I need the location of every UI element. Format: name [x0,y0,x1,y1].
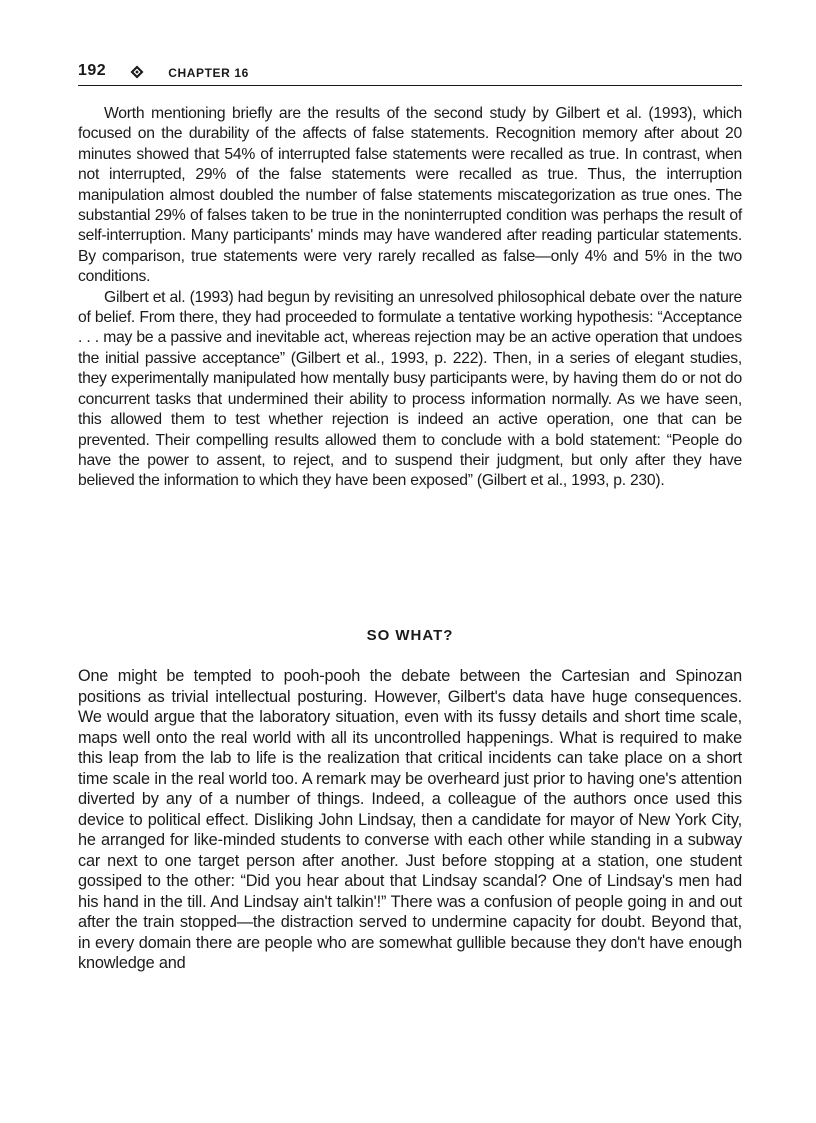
paragraph: One might be tempted to pooh-pooh the debate between the Cartesian and Spinozan positions as trivial intellectual posturing. However, Gilbert's data have huge consequences. We would argue that the laboratory situation, even with its fussy details and short time scale, maps well onto the real world with all its uncontrolled happenings. What is required to make this leap from the lab to life is the realization that critical incidents can take place on a short time scale in the real world too. A remark may be overheard just prior to having one's attention diverted by any of a number of things. Indeed, a colleague of the authors once used this device to political effect. Disliking John Lindsay, then a candidate for mayor of New York City, he arranged for like-minded students to converse with each other while standing in a subway car next to one target person after another. Just before stopping at a station, one student gossiped to the other: “Did you hear about that Lindsay scandal? One of Lindsay's men had his hand in the till. And Lindsay ain't talkin'!” There was a confusion of people going in and out after the train stopped—the distraction served to undermine capacity for doubt. Beyond that, in every domain there are people who are somewhat gullible because they don't have enough knowledge and [78,667,742,972]
chapter-label: CHAPTER 16 [168,66,249,80]
body-text-bottom [78,666,742,974]
page-number: 192 [78,62,107,79]
diamond-ornament-icon [130,65,144,79]
body-text-top [78,104,742,492]
section-heading: SO WHAT? [366,627,454,644]
running-head [78,62,742,86]
paragraph: Worth mentioning briefly are the results of the second study by Gilbert et al. (1993), which focused on the durability of the affects of false statements. Recognition memory after about 20 minutes showed that 54% of interrupted false statements were recalled as true. In contrast, when not interrupted, 29% of the false statements were recalled as true. Thus, the interruption manipulation almost doubled the number of false statements miscategorization as true ones. The substantial 29% of falses taken to be true in the noninterrupted condition was perhaps the result of self-interruption. Many participants' minds may have wandered after reading particular statements. By comparison, true statements were very rarely recalled as false—only 4% and 5% in the two conditions. [78,105,742,286]
paragraph: Gilbert et al. (1993) had begun by revisiting an unresolved philosophical debate over the nature of belief. From there, they had proceeded to formulate a tentative working hypothesis: “Acceptance . . . may be a passive and inevitable act, whereas rejection may be an active operation that undoes the initial passive acceptance” (Gilbert et al., 1993, p. 222). Then, in a series of elegant studies, they experimentally manipulated how mentally busy participants were, by having them do or not do concurrent tasks that undermined their ability to process information normally. As we have seen, this allowed them to test whether rejection is indeed an active operation, one that can be prevented. Their compelling results allowed them to conclude with a bold statement: “People do have the power to assent, to reject, and to suspend their judgment, but only after they have believed the information to which they have been exposed” (Gilbert et al., 1993, p. 230). [78,288,742,490]
